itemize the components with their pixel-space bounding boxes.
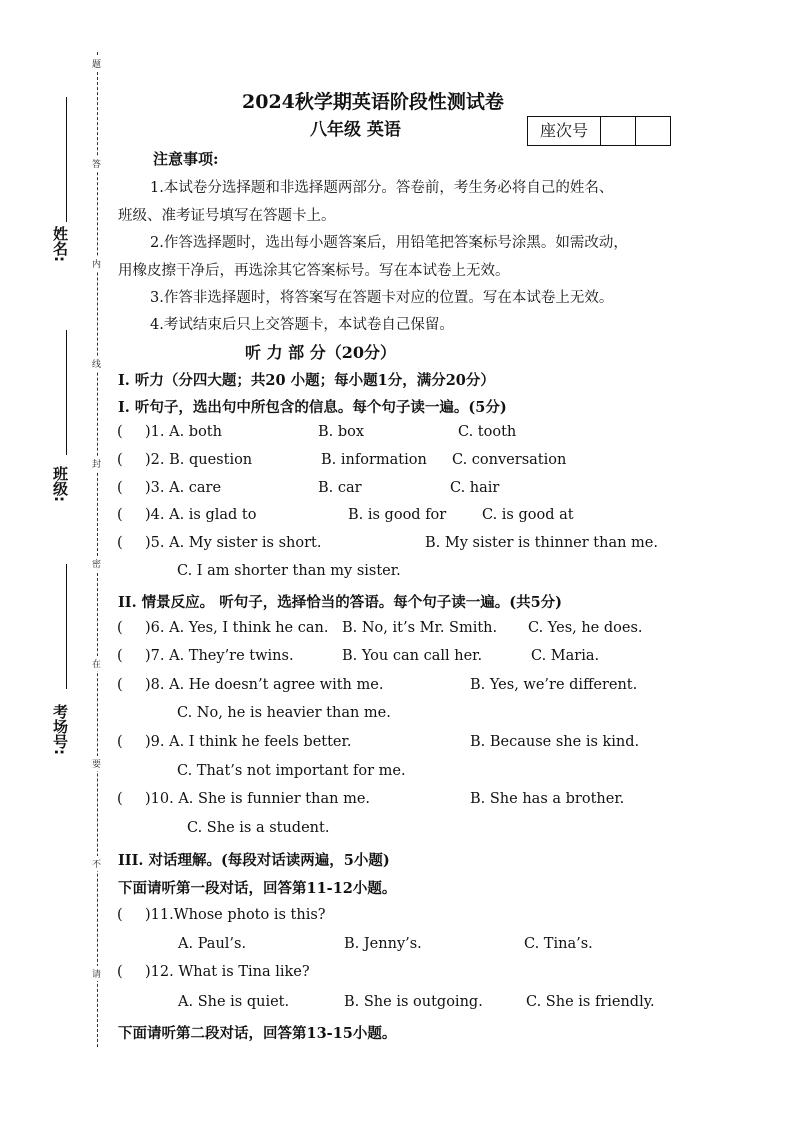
question-paren: ( xyxy=(117,677,123,693)
question-paren: ( xyxy=(117,791,123,807)
question-option-a: )10. A. She is funnier than me. xyxy=(145,791,371,807)
question-option-a: A. Paul’s. xyxy=(178,936,247,952)
exam-subtitle: 八年级 英语 xyxy=(310,120,401,140)
dialog1-intro: 下面请听第一段对话，回答第11-12小题。 xyxy=(118,880,397,897)
cut-char: 答 xyxy=(92,156,101,171)
exam-title: 2024秋学期英语阶段性测试卷 xyxy=(242,91,504,113)
listening-intro: I. 听力（分四大题；共20 小题；每小题1分，满分20分） xyxy=(118,372,495,389)
question-option-c: C. conversation xyxy=(452,452,567,468)
question-option-c: C. She is a student. xyxy=(187,820,330,836)
question-option-c: C. That’s not important for me. xyxy=(177,763,406,779)
dialog2-intro: 下面请听第二段对话，回答第13-15小题。 xyxy=(118,1025,397,1042)
question-option-b: B. information xyxy=(321,452,427,468)
question-option-c: C. I am shorter than my sister. xyxy=(177,563,401,579)
cut-char: 内 xyxy=(92,256,101,271)
cut-char: 题 xyxy=(92,56,101,71)
question-option-c: C. She is friendly. xyxy=(526,994,655,1010)
notice-line: 班级、准考证号填写在答题卡上。 xyxy=(118,208,336,224)
question-stem: )12. What is Tina like? xyxy=(145,964,310,980)
question-paren: ( xyxy=(117,452,123,468)
class-label: 班级: xyxy=(51,466,69,502)
question-option-b: B. Yes, we’re different. xyxy=(470,677,638,693)
question-option-a: )2. B. question xyxy=(145,452,253,468)
question-paren: ( xyxy=(117,907,123,923)
notice-line: 1.本试卷分选择题和非选择题两部分。答卷前，考生务必将自己的姓名、 xyxy=(150,180,614,196)
section3-title: III. 对话理解。(每段对话读两遍，5小题) xyxy=(118,852,390,869)
notice-heading: 注意事项: xyxy=(153,150,219,168)
cut-char: 密 xyxy=(92,556,101,571)
question-option-b: B. car xyxy=(318,480,362,496)
question-paren: ( xyxy=(117,734,123,750)
question-option-a: )6. A. Yes, I think he can. xyxy=(145,620,329,636)
question-option-b: B. You can call her. xyxy=(342,648,483,664)
cut-char: 不 xyxy=(92,856,101,871)
question-option-b: B. box xyxy=(318,424,365,440)
listening-part-title: 听 力 部 分（20分） xyxy=(245,343,396,362)
question-option-b: B. is good for xyxy=(348,507,447,523)
question-option-a: )9. A. I think he feels better. xyxy=(145,734,352,750)
room-label: 考场号: xyxy=(51,704,69,755)
question-option-c: C. Yes, he does. xyxy=(528,620,643,636)
section1-title: I. 听句子，选出句中所包含的信息。每个句子读一遍。(5分) xyxy=(118,399,507,416)
question-option-a: )4. A. is glad to xyxy=(145,507,257,523)
question-option-c: C. Maria. xyxy=(531,648,600,664)
question-option-a: )3. A. care xyxy=(145,480,222,496)
cut-char: 封 xyxy=(92,456,101,471)
question-option-a: )5. A. My sister is short. xyxy=(145,535,322,551)
seat-cell xyxy=(601,117,636,145)
question-option-c: C. Tina’s. xyxy=(524,936,593,952)
question-paren: ( xyxy=(117,507,123,523)
question-option-c: C. No, he is heavier than me. xyxy=(177,705,391,721)
question-paren: ( xyxy=(117,424,123,440)
question-paren: ( xyxy=(117,480,123,496)
binding-cut-line xyxy=(97,52,98,1047)
question-stem: )11.Whose photo is this? xyxy=(145,907,326,923)
notice-line: 用橡皮擦干净后，再选涂其它答案标号。写在本试卷上无效。 xyxy=(118,263,510,279)
question-paren: ( xyxy=(117,620,123,636)
question-paren: ( xyxy=(117,535,123,551)
question-option-a: )1. A. both xyxy=(145,424,222,440)
question-paren: ( xyxy=(117,648,123,664)
question-option-b: B. My sister is thinner than me. xyxy=(425,535,658,551)
section2-title: II. 情景反应。 听句子，选择恰当的答语。每个句子读一遍。(共5分) xyxy=(118,594,563,611)
question-paren: ( xyxy=(117,964,123,980)
notice-line: 4.考试结束后只上交答题卡，本试卷自己保留。 xyxy=(150,317,454,333)
question-option-a: )8. A. He doesn’t agree with me. xyxy=(145,677,384,693)
cut-char: 请 xyxy=(92,966,101,981)
seat-cell xyxy=(636,117,670,145)
seat-label: 座次号 xyxy=(528,117,601,145)
question-option-c: C. hair xyxy=(450,480,500,496)
question-option-b: B. Jenny’s. xyxy=(344,936,422,952)
question-option-a: A. She is quiet. xyxy=(178,994,290,1010)
class-underline xyxy=(66,330,67,455)
question-option-b: B. Because she is kind. xyxy=(470,734,640,750)
question-option-a: )7. A. They’re twins. xyxy=(145,648,294,664)
notice-line: 2.作答选择题时，选出每小题答案后，用铅笔把答案标号涂黑。如需改动， xyxy=(150,235,628,251)
cut-char: 线 xyxy=(92,356,101,371)
notice-line: 3.作答非选择题时，将答案写在答题卡对应的位置。写在本试卷上无效。 xyxy=(150,290,614,306)
question-option-b: B. She has a brother. xyxy=(470,791,625,807)
seat-number-box xyxy=(527,116,671,146)
room-underline xyxy=(66,564,67,689)
cut-char: 在 xyxy=(92,656,101,671)
name-label: 姓名: xyxy=(51,226,69,262)
question-option-b: B. She is outgoing. xyxy=(344,994,483,1010)
cut-char: 要 xyxy=(92,756,101,771)
question-option-c: C. tooth xyxy=(458,424,517,440)
question-option-b: B. No, it’s Mr. Smith. xyxy=(342,620,498,636)
name-underline xyxy=(66,97,67,222)
question-option-c: C. is good at xyxy=(482,507,574,523)
